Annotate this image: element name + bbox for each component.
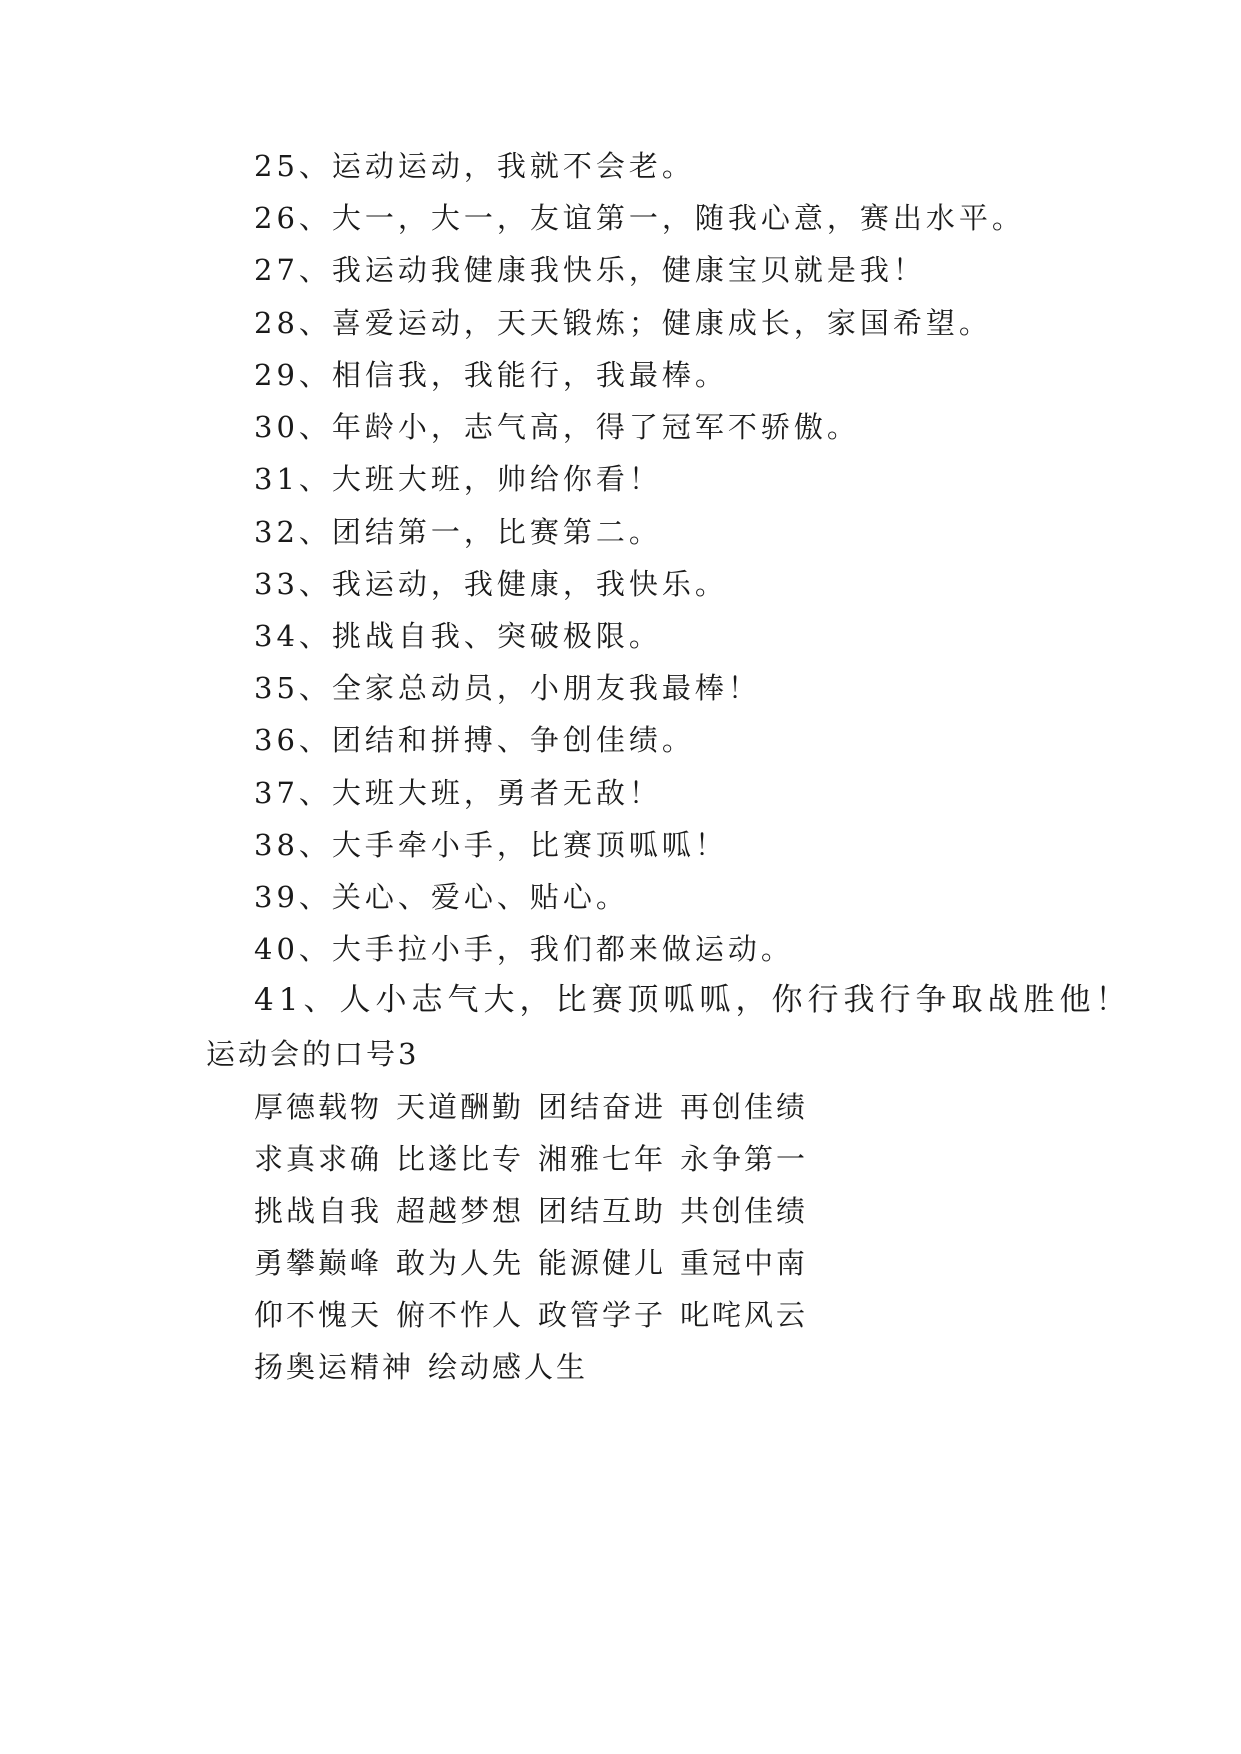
section-heading: 运动会的口号3 — [206, 1037, 420, 1071]
motto-phrase: 政管学子 — [538, 1298, 667, 1332]
slogan-34: 34、挑战自我、突破极限。 — [254, 619, 662, 653]
motto-phrase: 超越梦想 — [396, 1194, 525, 1228]
motto-phrase: 永争第一 — [680, 1142, 809, 1176]
motto-phrase: 重冠中南 — [680, 1246, 809, 1280]
slogan-28: 28、喜爱运动，天天锻炼；健康成长，家国希望。 — [254, 306, 992, 340]
motto-line-1 — [254, 1087, 808, 1127]
motto-phrase: 仰不愧天 — [254, 1298, 383, 1332]
motto-phrase: 俯不怍人 — [396, 1298, 525, 1332]
motto-line-2 — [254, 1139, 808, 1179]
motto-phrase: 再创佳绩 — [680, 1090, 809, 1124]
motto-line-6 — [254, 1347, 588, 1387]
motto-phrase: 厚德载物 — [254, 1090, 383, 1124]
motto-phrase: 天道酬勤 — [396, 1090, 525, 1124]
motto-phrase: 挑战自我 — [254, 1194, 383, 1228]
slogan-27: 27、我运动我健康我快乐，健康宝贝就是我！ — [254, 253, 926, 287]
slogan-26: 26、大一，大一，友谊第一，随我心意，赛出水平。 — [254, 201, 1025, 235]
slogan-29: 29、相信我，我能行，我最棒。 — [254, 358, 728, 392]
slogan-25: 25、运动运动，我就不会老。 — [254, 149, 695, 183]
motto-phrase: 求真求确 — [254, 1142, 383, 1176]
slogan-39: 39、关心、爱心、贴心。 — [254, 880, 629, 914]
motto-phrase: 扬奥运精神 — [254, 1350, 415, 1384]
motto-phrase: 勇攀巅峰 — [254, 1246, 383, 1280]
motto-phrase: 敢为人先 — [396, 1246, 525, 1280]
motto-line-3 — [254, 1191, 808, 1231]
slogan-30: 30、年龄小，志气高，得了冠军不骄傲。 — [254, 410, 860, 444]
slogan-38: 38、大手牵小手，比赛顶呱呱！ — [254, 828, 728, 862]
motto-line-4 — [254, 1243, 808, 1283]
slogan-33: 33、我运动，我健康，我快乐。 — [254, 567, 728, 601]
motto-phrase: 团结互助 — [538, 1194, 667, 1228]
motto-phrase: 能源健儿 — [538, 1246, 667, 1280]
motto-phrase: 团结奋进 — [538, 1090, 667, 1124]
motto-line-5 — [254, 1295, 808, 1335]
slogan-36: 36、团结和拼搏、争创佳绩。 — [254, 723, 695, 757]
slogan-35: 35、全家总动员，小朋友我最棒！ — [254, 671, 761, 705]
slogan-37: 37、大班大班，勇者无敌！ — [254, 776, 662, 810]
motto-phrase: 叱咤风云 — [680, 1298, 809, 1332]
motto-phrase: 湘雅七年 — [538, 1142, 667, 1176]
motto-phrase: 绘动感人生 — [428, 1350, 589, 1384]
slogan-40: 40、大手拉小手，我们都来做运动。 — [254, 932, 794, 966]
slogan-41: 41、人小志气大，比赛顶呱呱，你行我行争取战胜他！ — [254, 982, 1132, 1018]
slogan-32: 32、团结第一，比赛第二。 — [254, 515, 662, 549]
motto-phrase: 共创佳绩 — [680, 1194, 809, 1228]
slogan-31: 31、大班大班，帅给你看！ — [254, 462, 662, 496]
motto-phrase: 比遂比专 — [396, 1142, 525, 1176]
